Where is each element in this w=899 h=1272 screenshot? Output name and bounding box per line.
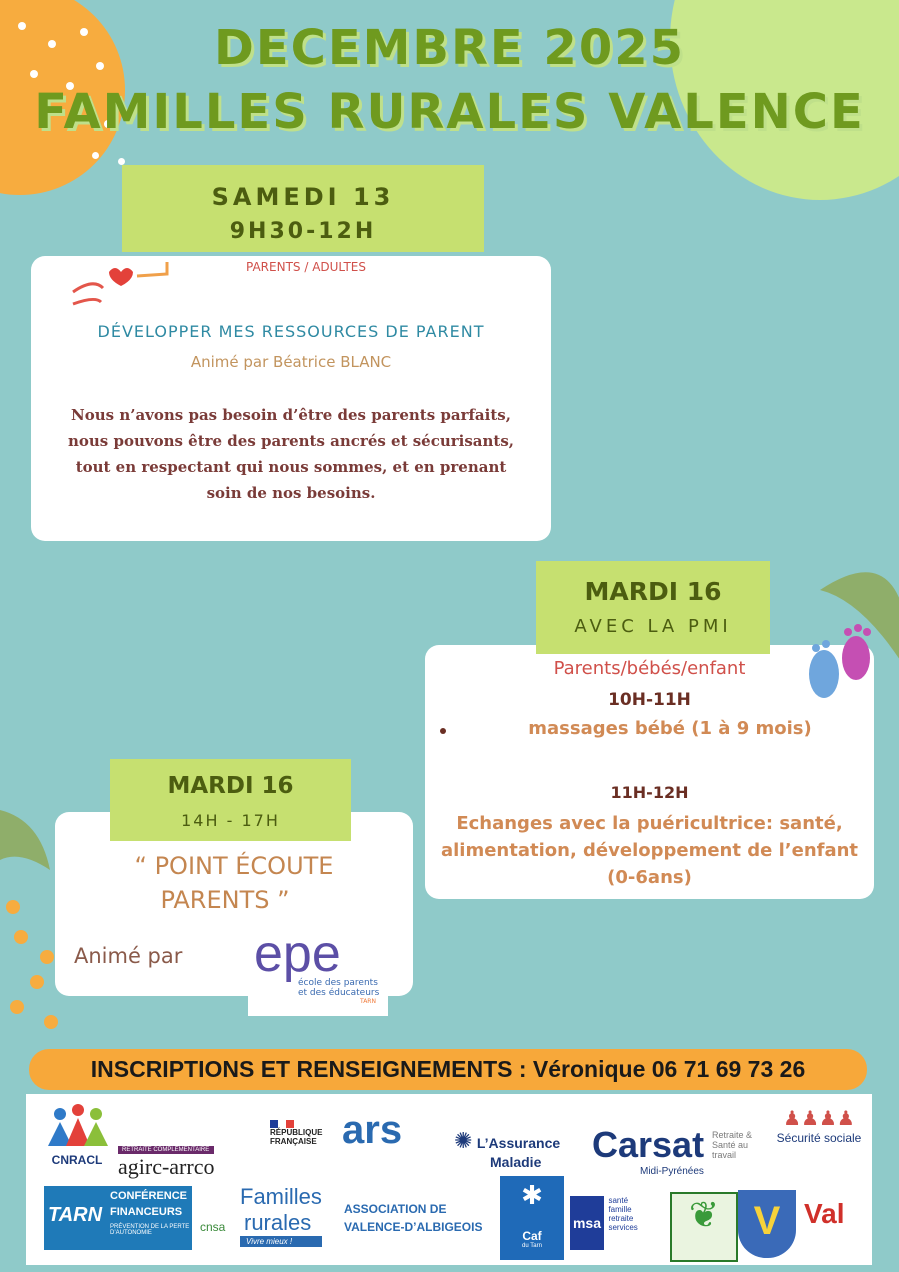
event1-audience: PARENTS / ADULTES bbox=[246, 260, 366, 274]
bullet bbox=[440, 728, 446, 734]
event1-day: SAMEDI 13 bbox=[211, 183, 395, 211]
title-line1: DECEMBRE 2025 bbox=[213, 20, 686, 76]
partner-logos bbox=[26, 1094, 872, 1265]
event1-time: 9H30-12H bbox=[229, 219, 377, 244]
carsat-label: Carsat bbox=[592, 1124, 705, 1165]
event2-time1: 10H-11H bbox=[608, 690, 691, 710]
familles-label3: Vivre mieux ! bbox=[240, 1236, 322, 1247]
conference-label1: CONFÉRENCE bbox=[110, 1190, 188, 1202]
asso-line2: VALENCE-D’ALBIGEOIS bbox=[344, 1220, 483, 1234]
event2-audience: Parents/bébés/enfant bbox=[553, 658, 746, 679]
event1-title: DÉVELOPPER MES RESSOURCES DE PARENT bbox=[97, 322, 485, 341]
republique-label: RÉPUBLIQUE FRANÇAISE bbox=[270, 1128, 323, 1146]
val-label: Val bbox=[804, 1198, 845, 1229]
cnsa-logo: cnsa bbox=[200, 1220, 226, 1234]
event1-host: Animé par Béatrice BLANC bbox=[190, 353, 392, 371]
event1-date-box bbox=[122, 165, 484, 252]
tarn-label: TARN bbox=[48, 1204, 103, 1226]
event3-title-line1: “ POINT ÉCOUTE bbox=[134, 852, 334, 880]
agirc-logo bbox=[118, 1146, 214, 1180]
event2-time2: 11H-12H bbox=[610, 783, 689, 802]
carsat-logo bbox=[592, 1124, 753, 1177]
event1-description: Nous n’avons pas besoin d’être des parents parfaits, nous pouvons être des parents ancrés et sécurisants, tout en respectant qui nous sommes, et en prenant soin de nos besoins. bbox=[67, 406, 515, 502]
event3-date-box bbox=[110, 759, 351, 841]
ars-logo: ars bbox=[342, 1108, 403, 1152]
secu-label: Sécurité sociale bbox=[776, 1131, 862, 1145]
leaf-icon: ❦ bbox=[688, 1194, 720, 1235]
msa-lines: santé famille retraite services bbox=[608, 1196, 638, 1232]
event1-card bbox=[31, 256, 551, 541]
caf-icon: ✱ bbox=[521, 1180, 543, 1210]
msa-logo bbox=[570, 1196, 652, 1250]
assurance-label2: Maladie bbox=[490, 1154, 542, 1170]
tarn-logo bbox=[44, 1186, 192, 1250]
republique-logo bbox=[270, 1120, 330, 1146]
secu-figures-icon: ♟♟♟♟ bbox=[783, 1108, 855, 1130]
event3-time: 14H - 17H bbox=[181, 811, 280, 830]
carsat-sub: Midi-Pyrénées bbox=[640, 1166, 704, 1177]
epe-line2: et des éducateurs bbox=[298, 988, 380, 998]
cnracl-label: CNRACL bbox=[51, 1153, 103, 1167]
asso-line1: ASSOCIATION DE bbox=[344, 1202, 447, 1216]
cnracl-figures-icon bbox=[42, 1102, 112, 1148]
epe-line1: école des parents bbox=[298, 978, 378, 988]
familles-rurales-logo bbox=[240, 1184, 322, 1247]
hands-heart-icon bbox=[69, 258, 173, 314]
title-line2: FAMILLES RURALES VALENCE bbox=[34, 84, 865, 140]
secu-logo bbox=[774, 1106, 864, 1145]
assurance-maladie-logo bbox=[454, 1128, 560, 1172]
conference-label2: FINANCEURS bbox=[110, 1206, 183, 1218]
msa-label: msa bbox=[570, 1196, 604, 1250]
val-logo bbox=[804, 1198, 844, 1230]
flag-icon bbox=[270, 1120, 294, 1128]
agirc-top: RETRAITE COMPLÉMENTAIRE bbox=[118, 1146, 214, 1154]
caf-sub: du Tarn bbox=[522, 1243, 542, 1249]
caf-label: Caf bbox=[522, 1229, 542, 1243]
event2-date-box bbox=[536, 561, 770, 654]
assurance-icon: ✺ bbox=[454, 1128, 473, 1153]
valence-crest-logo: V bbox=[738, 1190, 796, 1258]
event3-day: MARDI 16 bbox=[167, 773, 294, 799]
event2-subtitle: AVEC LA PMI bbox=[574, 616, 732, 637]
event3-title-line2: PARENTS ” bbox=[160, 886, 290, 914]
association-logo bbox=[344, 1202, 482, 1234]
event3-host: Animé par bbox=[74, 944, 183, 968]
agirc-label: agirc-arrco bbox=[118, 1154, 215, 1179]
conference-label3: PRÉVENTION DE LA PERTE D’AUTONOMIE bbox=[110, 1224, 190, 1236]
familles-label1: Familles bbox=[240, 1184, 322, 1209]
epe-wordmark: epe bbox=[254, 925, 341, 983]
caf-logo bbox=[500, 1176, 564, 1260]
carsat-side: Retraite & Santé au travail bbox=[712, 1130, 753, 1160]
epe-line3: TARN bbox=[360, 998, 376, 1005]
event2-activity2: Echanges avec la puéricultrice: santé, alimentation, développement de l’enfant (0-6ans) bbox=[440, 813, 859, 888]
epe-logo bbox=[248, 925, 388, 1016]
event2-activity1: massages bébé (1 à 9 mois) bbox=[528, 718, 812, 739]
leader-logo bbox=[670, 1192, 738, 1262]
event2-day: MARDI 16 bbox=[584, 577, 722, 606]
cnracl-logo bbox=[42, 1102, 112, 1167]
familles-label2: rurales bbox=[244, 1210, 312, 1235]
contact-text: INSCRIPTIONS ET RENSEIGNEMENTS : Véronique 06 71 69 73 26 bbox=[90, 1056, 806, 1082]
assurance-label1: L’Assurance bbox=[476, 1135, 561, 1151]
